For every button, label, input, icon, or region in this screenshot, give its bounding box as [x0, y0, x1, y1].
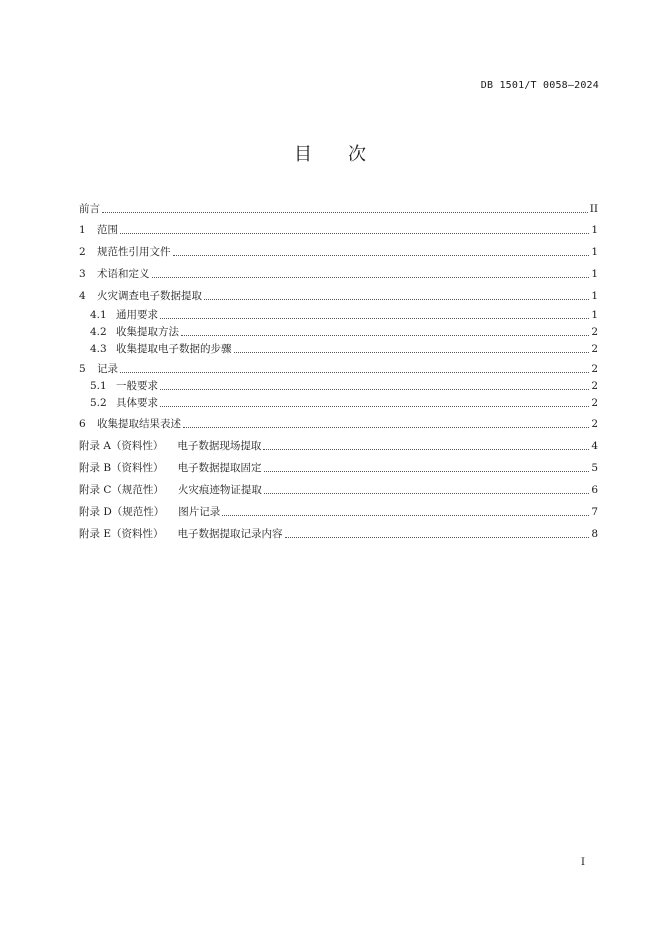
toc-entry-label: 收集提取结果表述 [97, 418, 181, 430]
toc-entry-page: 1 [591, 268, 598, 280]
toc-entry-number: 4 [79, 290, 86, 302]
toc-entry-number: 3 [79, 268, 86, 280]
toc-entry-label: 火灾痕迹物证提取 [177, 484, 262, 496]
dot-leader [160, 405, 589, 407]
toc-entry-4-3[interactable] [90, 340, 598, 356]
toc-entry-5-2[interactable] [90, 394, 598, 410]
dot-leader [102, 211, 588, 213]
toc-entry-4-1[interactable] [90, 306, 598, 322]
toc-entry-page: II [589, 203, 598, 215]
toc-entry-number: 5.1 [90, 380, 107, 392]
dot-leader [160, 317, 589, 319]
toc-entry-foreword[interactable] [79, 200, 598, 216]
toc-entry-number: 附录 A（资料性） [79, 440, 164, 452]
toc-entry-page: 1 [591, 290, 598, 302]
toc-entry-2[interactable] [79, 243, 598, 259]
toc-entry-page: 6 [591, 484, 598, 496]
toc-entry-1[interactable] [79, 221, 598, 237]
dot-leader [222, 514, 589, 516]
dot-leader [120, 371, 589, 373]
toc-entry-label: 电子数据提取固定 [177, 462, 262, 474]
dot-leader [160, 388, 589, 390]
toc-entry-5-1[interactable] [90, 377, 598, 393]
dot-leader [183, 426, 589, 428]
document-code: DB 1501/T 0058—2024 [480, 80, 599, 91]
toc-entry-label: 火灾调查电子数据提取 [97, 290, 202, 302]
toc-entry-label: 规范性引用文件 [97, 246, 171, 258]
toc-entry-page: 2 [591, 418, 598, 430]
toc-entry-number: 6 [79, 418, 86, 430]
toc-entry-label: 电子数据现场提取 [177, 440, 262, 452]
dot-leader [264, 470, 590, 472]
toc-entry-label: 术语和定义 [97, 268, 150, 280]
toc-entry-page: 8 [591, 528, 598, 540]
toc-entry-3[interactable] [79, 265, 598, 281]
toc-entry-appendix-c[interactable] [79, 481, 598, 497]
toc-entry-label: 记录 [97, 363, 118, 375]
toc-entry-page: 2 [591, 326, 598, 338]
dot-leader [152, 276, 590, 278]
toc-entry-page: 2 [591, 363, 598, 375]
toc-entry-page: 4 [591, 440, 598, 452]
dot-leader [173, 254, 590, 256]
toc-entry-number: 4.2 [90, 326, 107, 338]
toc-entry-page: 7 [591, 506, 598, 518]
toc-entry-page: 1 [591, 224, 598, 236]
toc-entry-appendix-b[interactable] [79, 459, 598, 475]
toc-entry-4[interactable] [79, 287, 598, 303]
toc-entry-number: 5.2 [90, 397, 107, 409]
toc-entry-label: 前言 [79, 203, 100, 215]
toc-entry-number: 4.3 [90, 343, 107, 355]
toc-entry-number: 2 [79, 246, 86, 258]
toc-entry-number: 附录 E（资料性） [79, 528, 164, 540]
toc-entry-4-2[interactable] [90, 323, 598, 339]
toc-entry-number: 附录 B（资料性） [79, 462, 164, 474]
toc-entry-number: 附录 D（规范性） [79, 506, 165, 518]
toc-title-left: 目 [294, 144, 314, 165]
toc-entry-number: 1 [79, 224, 86, 236]
toc-entry-label: 具体要求 [116, 397, 158, 409]
page-number: I [581, 857, 585, 868]
toc-entry-number: 5 [79, 363, 86, 375]
dot-leader [204, 298, 589, 300]
toc-entry-number: 4.1 [90, 309, 107, 321]
dot-leader [264, 492, 589, 494]
toc-entry-page: 2 [591, 397, 598, 409]
toc-entry-label: 收集提取方法 [116, 326, 179, 338]
toc-entry-label: 范围 [97, 224, 118, 236]
toc-entry-page: 5 [591, 462, 598, 474]
toc-entry-number: 附录 C（规范性） [79, 484, 164, 496]
toc-entry-appendix-e[interactable] [79, 525, 598, 541]
dot-leader [285, 536, 590, 538]
toc-title [0, 140, 662, 166]
toc-entry-appendix-a[interactable] [79, 437, 598, 453]
toc-entry-page: 2 [591, 343, 598, 355]
toc-entry-label: 电子数据提取记录内容 [177, 528, 283, 540]
toc-title-right: 次 [348, 144, 368, 165]
toc-entry-page: 2 [591, 380, 598, 392]
dot-leader [234, 351, 590, 353]
toc-entry-6[interactable] [79, 415, 598, 431]
dot-leader [263, 448, 589, 450]
toc-entry-label: 一般要求 [116, 380, 158, 392]
toc-entry-5[interactable] [79, 360, 598, 376]
toc-entry-page: 1 [591, 309, 598, 321]
dot-leader [120, 232, 589, 234]
dot-leader [181, 334, 589, 336]
toc-entry-appendix-d[interactable] [79, 503, 598, 519]
toc-entry-page: 1 [591, 246, 598, 258]
toc-entry-label: 图片记录 [178, 506, 221, 518]
toc-entry-label: 收集提取电子数据的步骤 [116, 343, 232, 355]
toc-entry-label: 通用要求 [116, 309, 158, 321]
